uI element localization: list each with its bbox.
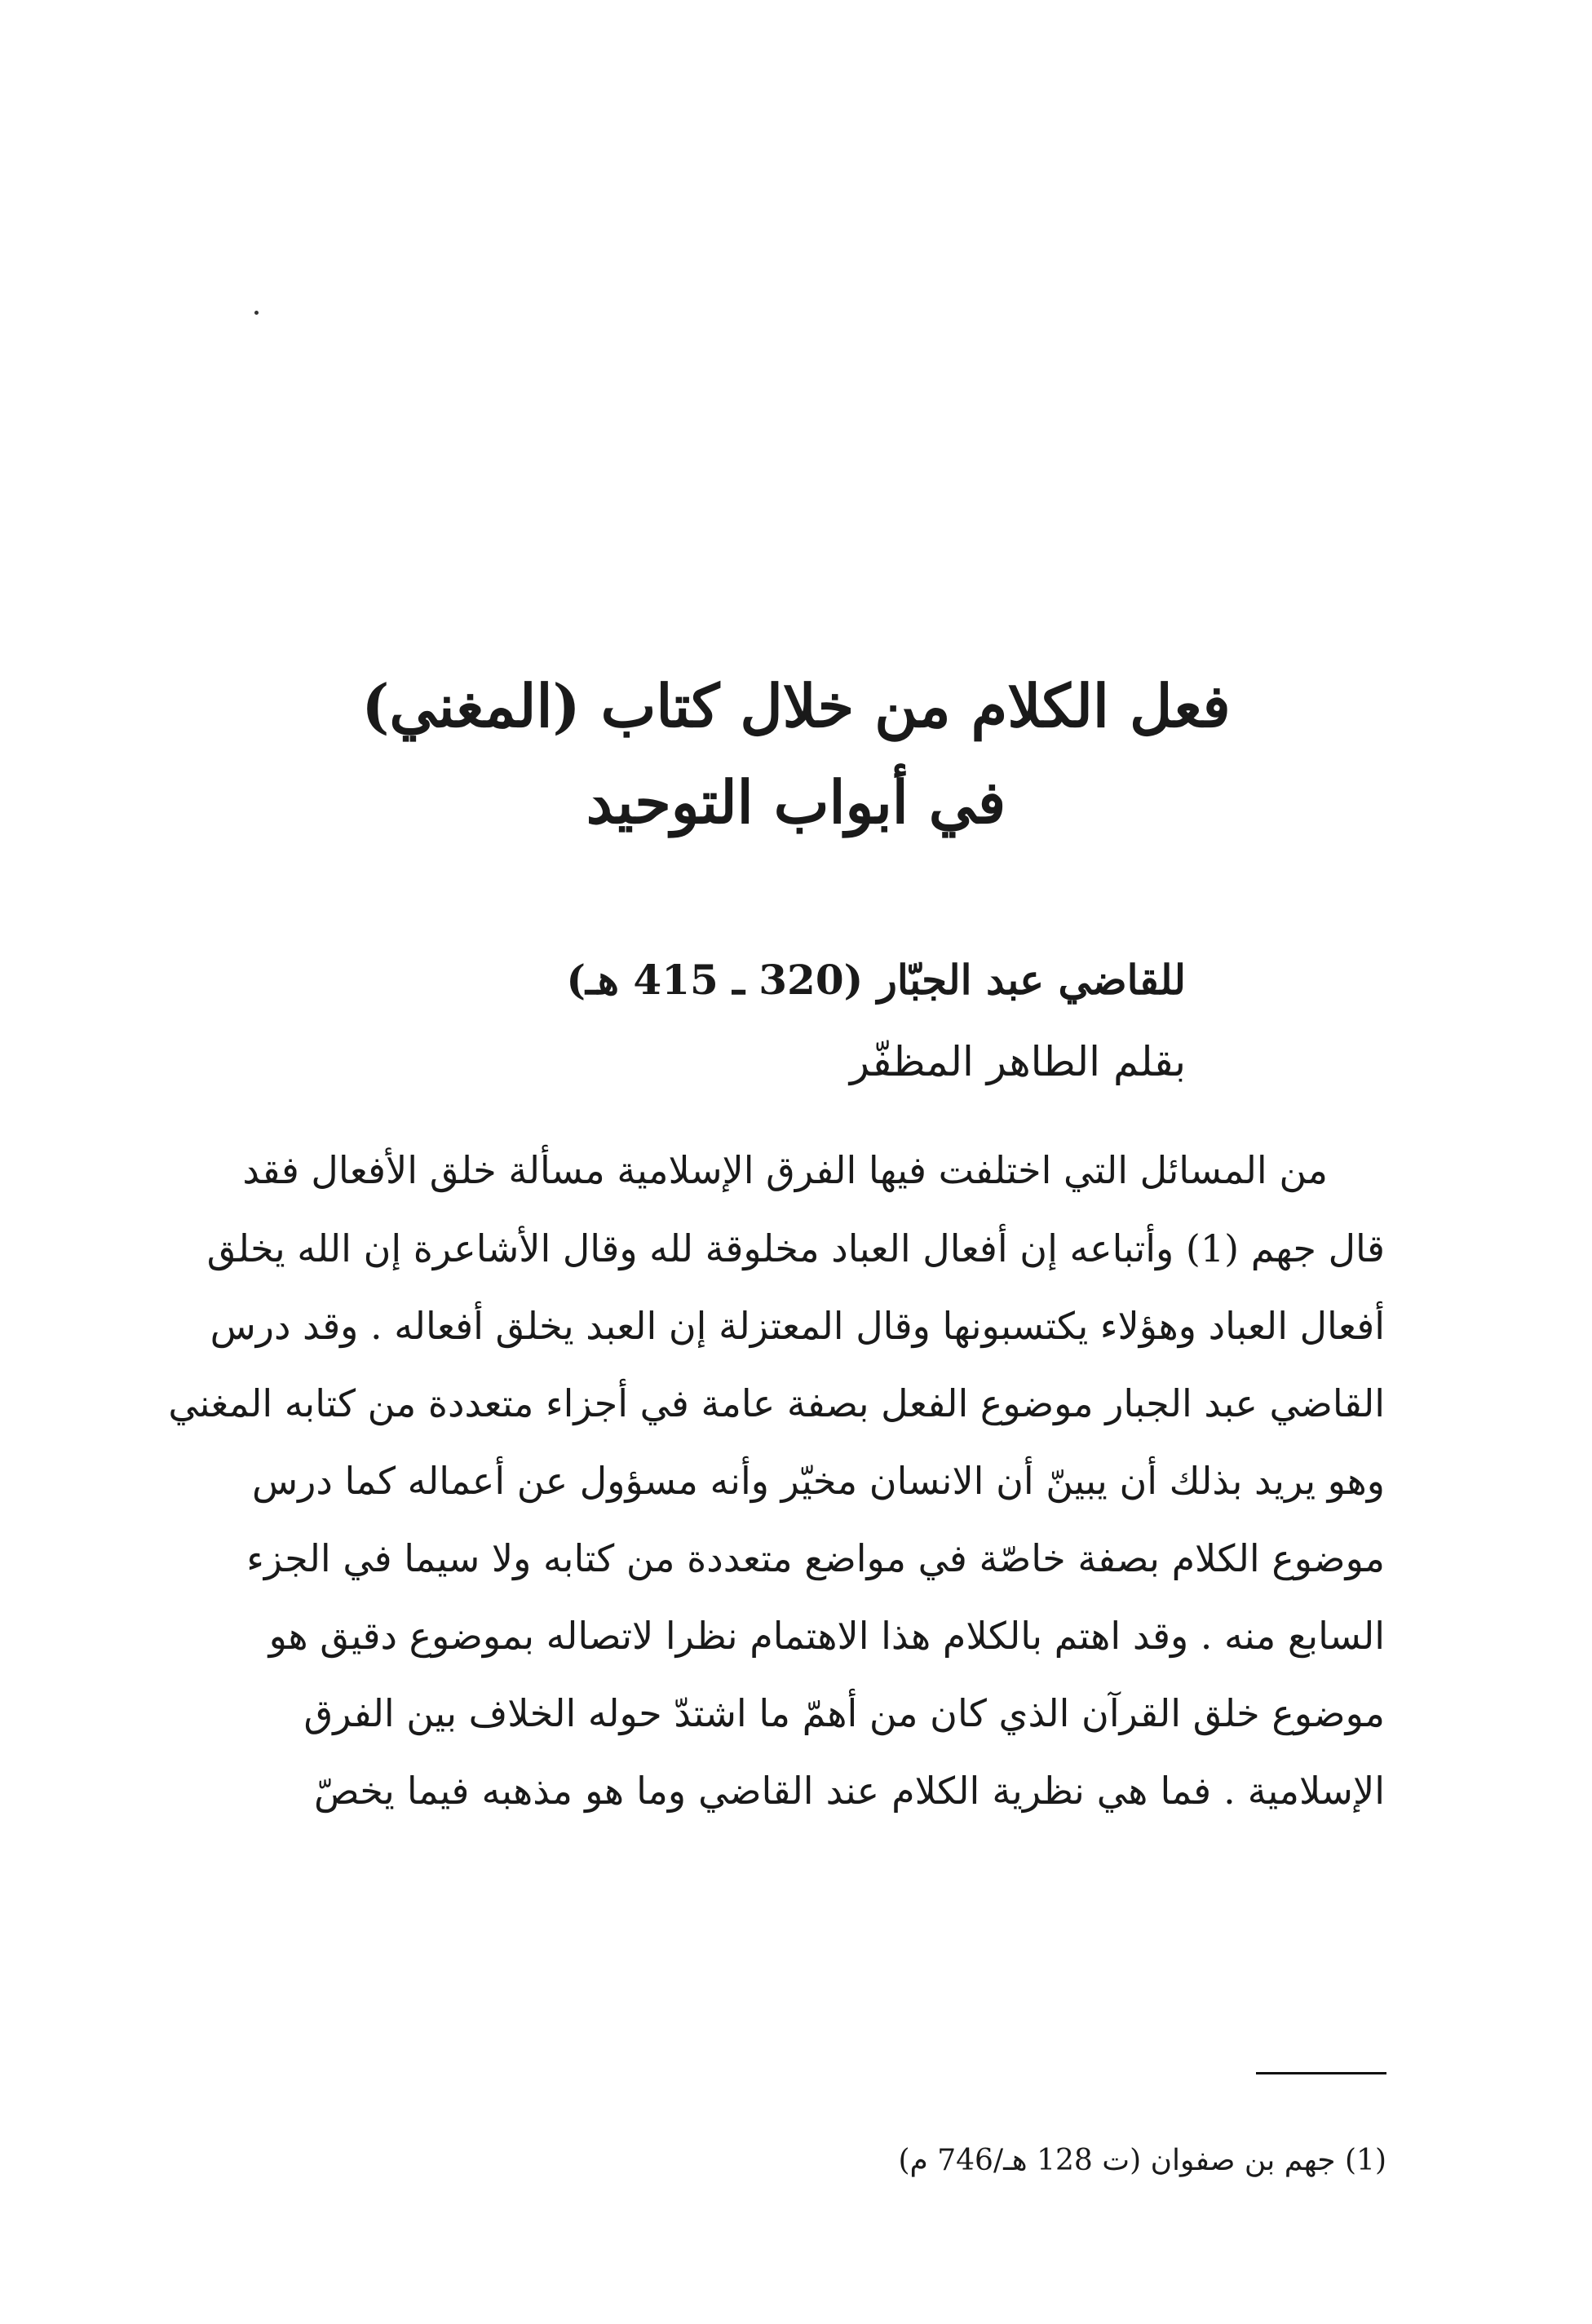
author-line: للقاضي عبد الجبّار (320 ـ 415 هـ) — [566, 956, 1186, 1004]
page-title-line-2: في أبواب التوحيد — [586, 767, 1006, 837]
scan-speck — [254, 311, 259, 315]
body-line: الإسلامية . فما هي نظرية الكلام عند القاضي وما هو مذهبه فيما يخصّ — [314, 1769, 1385, 1813]
body-line: القاضي عبد الجبار موضوع الفعل بصفة عامة في أجزاء متعددة من كتابه المغني — [168, 1381, 1385, 1425]
body-line: وهو يريد بذلك أن يبينّ أن الانسان مخيّر وأنه مسؤول عن أعماله كما درس — [251, 1459, 1385, 1503]
page-title-line-1: فعل الكلام من خلال كتاب (المغني) — [361, 671, 1231, 740]
body-line: موضوع الكلام بصفة خاصّة في مواضع متعددة من كتابه ولا سيما في الجزء — [246, 1536, 1385, 1580]
footnote: (1) جهم بن صفوان (ت 128 هـ/746 م) — [898, 2144, 1386, 2177]
body-line: أفعال العباد وهؤلاء يكتسبونها وقال المعتزلة إن العبد يخلق أفعاله . وقد درس — [210, 1304, 1385, 1348]
footnote-divider — [1256, 2072, 1386, 2074]
body-line: قال جهم (1) وأتباعه إن أفعال العباد مخلوقة لله وقال الأشاعرة إن الله يخلق — [206, 1226, 1385, 1270]
body-line: من المسائل التي اختلفت فيها الفرق الإسلامية مسألة خلق الأفعال فقد — [242, 1148, 1328, 1192]
body-line: موضوع خلق القرآن الذي كان من أهمّ ما اشتدّ حوله الخلاف بين الفرق — [303, 1691, 1385, 1735]
byline: بقلم الطاهر المظفّر — [849, 1038, 1186, 1085]
body-line: السابع منه . وقد اهتم بالكلام هذا الاهتمام نظرا لاتصاله بموضوع دقيق هو — [268, 1614, 1385, 1658]
